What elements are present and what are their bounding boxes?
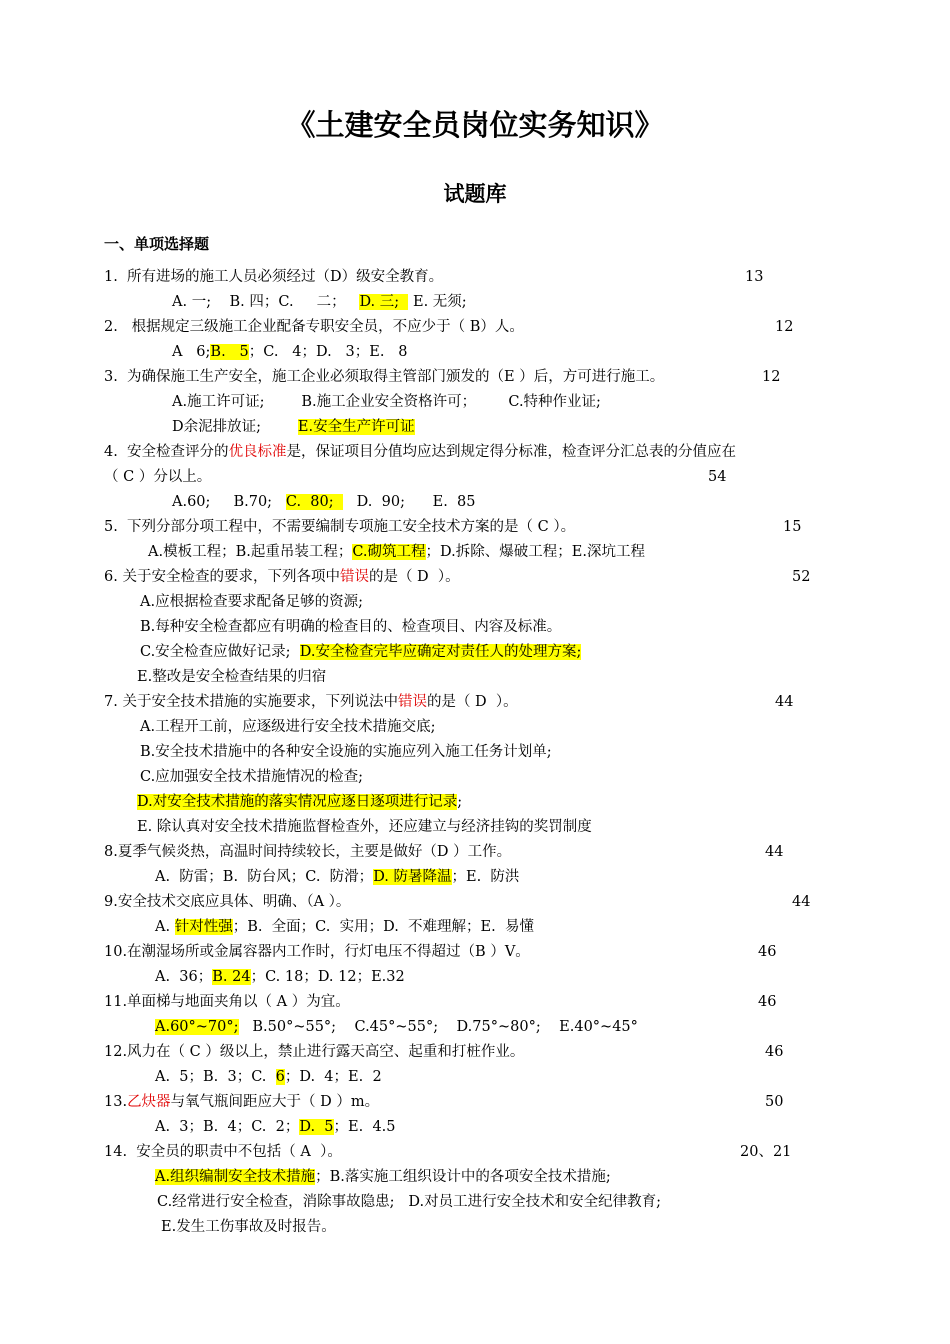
line-text: A. 36； (155, 969, 213, 985)
question-line (104, 1090, 379, 1115)
question-line (104, 265, 443, 290)
document-title: 《土建安全员岗位实务知识》 (286, 108, 664, 142)
line-text: A. 防雷；B. 防台风；C. 防滑； (155, 869, 374, 885)
line-text: B.每种安全检查都应有明确的检查目的、检查项目、内容及标准。 (140, 619, 562, 635)
page-reference: 50 (765, 1094, 784, 1110)
line-text: 3. 为确保施工生产安全，施工企业必须取得主管部门颁发的（E ）后，方可进行施工。 (104, 369, 665, 385)
line-text: （ C ）分以上。 (104, 469, 212, 485)
line-text: 1. 所有进场的施工人员必须经过（D）级安全教育。 (104, 269, 444, 285)
line-text: 2. 根据规定三级施工企业配备专职安全员，不应少于（ B）人。 (104, 319, 524, 335)
question-line (157, 1190, 661, 1215)
question-line (155, 1115, 396, 1140)
page-reference: 44 (765, 844, 784, 860)
line-text: 与氧气瓶间距应大于（ D ）m。 (170, 1094, 380, 1110)
page-reference: 46 (758, 944, 777, 960)
page-reference: 15 (783, 519, 802, 535)
question-line (155, 1015, 638, 1040)
page-reference: 20、21 (740, 1144, 792, 1160)
line-text: ；C. 4；D. 3；E. 8 (248, 344, 408, 360)
line-text: A 6; (172, 344, 211, 360)
question-line (104, 365, 664, 390)
line-text: ；E. 防洪 (451, 869, 520, 885)
page-reference: 54 (708, 469, 727, 485)
line-text: ；D. 4；E. 2 (284, 1069, 382, 1085)
emphasis-text: 错误 (339, 569, 369, 585)
line-text: A. 5；B. 3；C. (155, 1069, 276, 1085)
question-line (155, 1165, 611, 1190)
document-subtitle: 试题库 (443, 182, 507, 206)
highlighted-answer: 6 (275, 1069, 285, 1085)
section-heading: 一、单项选择题 (104, 235, 210, 253)
emphasis-text: 乙炔器 (127, 1094, 171, 1110)
line-text: A. (155, 919, 175, 935)
line-text: 的是（ D ）。 (426, 694, 518, 710)
page-reference: 12 (775, 319, 794, 335)
line-text: ；E. 4.5 (333, 1119, 396, 1135)
question-line (104, 315, 524, 340)
highlighted-answer: A.组织编制安全技术措施 (155, 1169, 316, 1185)
line-text: 11.单面梯与地面夹角以（ A ）为宜。 (104, 994, 350, 1010)
line-text: 7. 关于安全技术措施的实施要求，下列说法中 (104, 694, 398, 710)
line-text: 13. (104, 1094, 128, 1110)
line-text: 4. 安全检查评分的 (104, 444, 229, 460)
highlighted-answer: C. 80; (285, 494, 343, 510)
page-reference: 46 (758, 994, 777, 1010)
line-text: 5. 下列分部分项工程中，不需要编制专项施工安全技术方案的是（ C ）。 (104, 519, 576, 535)
line-text: ；B.落实施工组织设计中的各项安全技术措施; (315, 1169, 611, 1185)
line-text: ；C. 18；D. 12；E.32 (250, 969, 405, 985)
line-text: E.发生工伤事故及时报告。 (161, 1219, 336, 1235)
page-reference: 44 (775, 694, 794, 710)
page-reference: 46 (765, 1044, 784, 1060)
question-line (172, 290, 467, 315)
line-text: D余泥排放证; (172, 419, 298, 435)
line-text: 是，保证项目分值均应达到规定得分标准，检查评分汇总表的分值应在 (286, 444, 737, 460)
highlighted-answer: 针对性强 (174, 919, 233, 935)
line-text: 12.风力在（ C ）级以上，禁止进行露天高空、起重和打桩作业。 (104, 1044, 525, 1060)
question-line (140, 640, 581, 665)
line-text: D. 90; E. 85 (342, 494, 476, 510)
question-line (137, 815, 592, 840)
line-text: B.50°~55°; C.45°~55°; D.75°~80°; E.40°~45° (238, 1019, 638, 1035)
question-line (137, 790, 462, 815)
highlighted-answer: D.安全检查完毕应确定对责任人的处理方案; (299, 644, 582, 660)
line-text: 9.安全技术交底应具体、明确、（A ）。 (104, 894, 351, 910)
question-line (104, 840, 511, 865)
line-text: A. 一; B. 四；C. 二； (172, 294, 360, 310)
question-line (104, 890, 350, 915)
line-text: A.施工许可证; B.施工企业安全资格许可； C.特种作业证; (172, 394, 601, 410)
question-line (140, 590, 363, 615)
line-text: E. 除认真对安全技术措施监督检查外，还应建立与经济挂钩的奖罚制度 (137, 819, 592, 835)
question-line (104, 1140, 342, 1165)
line-text: A.工程开工前，应逐级进行安全技术措施交底; (140, 719, 436, 735)
line-text: B.安全技术措施中的各种安全设施的实施应列入施工任务计划单; (140, 744, 552, 760)
question-line (104, 565, 460, 590)
highlighted-answer: C.砌筑工程 (352, 544, 426, 560)
line-text: 8.夏季气候炎热，高温时间持续较长，主要是做好（D ）工作。 (104, 844, 512, 860)
page-reference: 52 (792, 569, 811, 585)
line-text: 14. 安全员的职责中不包括（ A ）。 (104, 1144, 342, 1160)
highlighted-answer: D. 三; (359, 294, 409, 310)
question-line (104, 465, 211, 490)
question-line (172, 390, 601, 415)
question-line (104, 690, 518, 715)
highlighted-answer: B. 5 (210, 344, 249, 360)
line-text: E.整改是安全检查结果的归宿 (137, 669, 327, 685)
page-reference: 12 (762, 369, 781, 385)
highlighted-answer: D. 5 (299, 1119, 334, 1135)
page-reference: 13 (745, 269, 764, 285)
line-text: 6. 关于安全检查的要求，下列各项中 (104, 569, 340, 585)
question-line (172, 415, 415, 440)
question-line (161, 1215, 336, 1240)
line-text: E. 无须; (408, 294, 467, 310)
line-text: A.60; B.70; (172, 494, 286, 510)
line-text: ；D.拆除、爆破工程；E.深坑工程 (425, 544, 645, 560)
question-line (148, 540, 645, 565)
question-line (104, 940, 530, 965)
question-line (155, 1065, 382, 1090)
line-text: ；B. 全面；C. 实用；D. 不难理解；E. 易懂 (232, 919, 534, 935)
emphasis-text: 优良标准 (228, 444, 287, 460)
highlighted-answer: D.对安全技术措施的落实情况应逐日逐项进行记录 (137, 794, 458, 810)
line-text: ; (457, 794, 463, 810)
highlighted-answer: D. 防暑降温 (373, 869, 452, 885)
line-text: 10.在潮湿场所或金属容器内工作时，行灯电压不得超过（B ）V。 (104, 944, 530, 960)
line-text: 的是（ D ）。 (368, 569, 460, 585)
highlighted-answer: E.安全生产许可证 (297, 419, 415, 435)
line-text: A.模板工程；B.起重吊装工程； (148, 544, 353, 560)
question-line (155, 915, 534, 940)
emphasis-text: 错误 (397, 694, 427, 710)
line-text: C.经常进行安全检查，消除事故隐患; D.对员工进行安全技术和安全纪律教育; (157, 1194, 661, 1210)
question-line (172, 490, 475, 515)
highlighted-answer: B. 24 (212, 969, 251, 985)
line-text: A.应根据检查要求配备足够的资源; (140, 594, 363, 610)
line-text: C.安全检查应做好记录; (140, 644, 300, 660)
question-line (172, 340, 408, 365)
question-line (140, 615, 561, 640)
line-text: C.应加强安全技术措施情况的检查; (140, 769, 364, 785)
question-line (140, 765, 363, 790)
question-line (104, 515, 575, 540)
page-reference: 44 (792, 894, 811, 910)
question-line (140, 740, 552, 765)
question-line (104, 440, 736, 465)
highlighted-answer: A.60°~70°; (155, 1019, 239, 1035)
question-line (104, 990, 350, 1015)
line-text: A. 3；B. 4；C. 2； (155, 1119, 300, 1135)
question-line (140, 715, 435, 740)
question-line (155, 865, 519, 890)
question-line (155, 965, 405, 990)
question-line (137, 665, 326, 690)
question-line (104, 1040, 524, 1065)
